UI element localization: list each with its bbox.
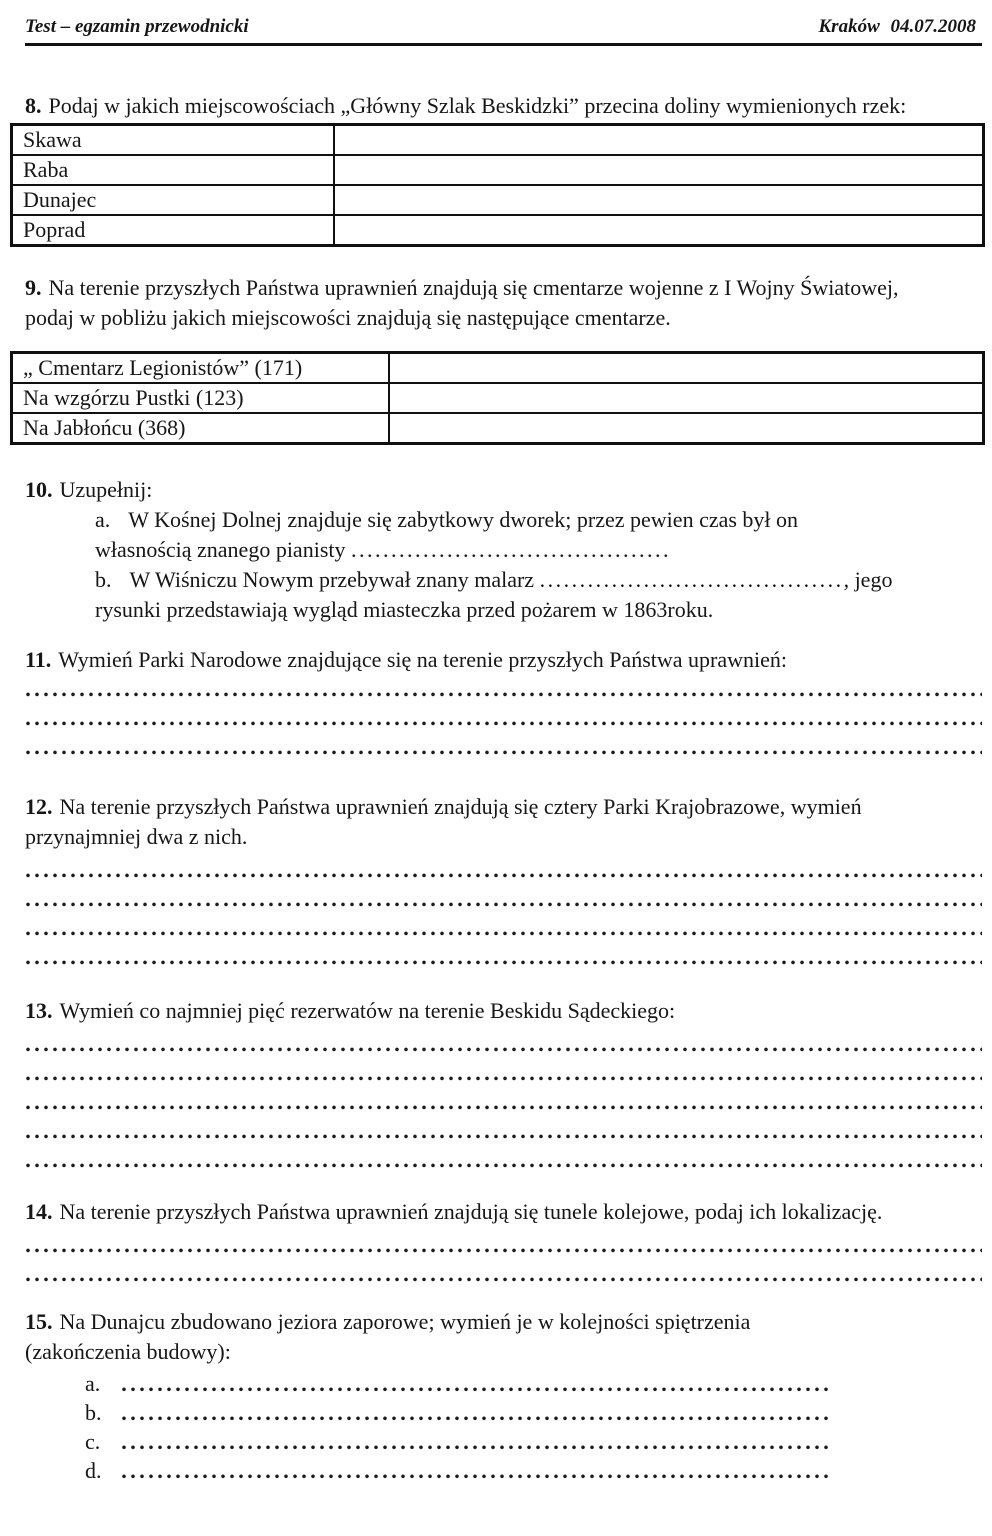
item-label: b. bbox=[85, 1400, 102, 1425]
question-10-item-b: b. W Wiśniczu Nowym przebywał znany malarz ......................................, jego rysunki przedstawiają wygląd miasteczka przed pożarem w 1863roku. bbox=[95, 567, 893, 622]
list-item bbox=[85, 1456, 982, 1485]
item-label: d. bbox=[85, 1458, 102, 1483]
list-item bbox=[85, 1427, 982, 1456]
question-12-number: 12. bbox=[25, 794, 53, 819]
dotted-answer-line bbox=[121, 1427, 833, 1456]
question-11-answer-area bbox=[25, 677, 982, 764]
question-12-text: 12. Na terenie przyszłych Państwa uprawnień znajdują się cztery Parki Krajobrazowe, wymień przynajmniej dwa z nich. bbox=[25, 794, 862, 849]
question-13-answer-area bbox=[25, 1032, 982, 1177]
answer-cell bbox=[334, 155, 984, 185]
question-14-text: 14. Na terenie przyszłych Państwa uprawnień znajdują się tunele kolejowe, podaj ich lokalizację. bbox=[25, 1199, 883, 1224]
dotted-answer-line bbox=[25, 945, 982, 974]
item-label: c. bbox=[85, 1429, 101, 1454]
table-row bbox=[12, 215, 984, 246]
question-8 bbox=[25, 91, 982, 247]
river-label-cell: Skawa bbox=[12, 125, 335, 156]
dotted-answer-line bbox=[25, 735, 982, 764]
header-title: Test – egzamin przewodnicki bbox=[25, 16, 249, 37]
question-9-number: 9. bbox=[25, 275, 42, 300]
river-label-cell: Raba bbox=[12, 155, 335, 185]
question-14-answer-area bbox=[25, 1233, 982, 1291]
question-8-table bbox=[10, 123, 985, 247]
question-9-table bbox=[10, 351, 985, 445]
table-row bbox=[12, 353, 984, 384]
table-row bbox=[12, 383, 984, 413]
question-10-text: 10. Uzupełnij: bbox=[25, 477, 153, 502]
dotted-answer-line bbox=[25, 677, 982, 706]
answer-cell bbox=[389, 413, 984, 444]
answer-cell bbox=[389, 353, 984, 384]
question-12 bbox=[25, 792, 982, 974]
dotted-answer-line bbox=[25, 1090, 982, 1119]
dotted-answer-line bbox=[121, 1398, 833, 1427]
question-13-number: 13. bbox=[25, 998, 53, 1023]
dotted-answer-line bbox=[25, 1262, 982, 1291]
question-8-text: 8. Podaj w jakich miejscowościach „Główny Szlak Beskidzki” przecina doliny wymienionych rzek: bbox=[25, 93, 907, 118]
question-11-number: 11. bbox=[25, 647, 52, 672]
dotted-answer-line bbox=[25, 916, 982, 945]
dotted-answer-line bbox=[25, 1061, 982, 1090]
dotted-answer-line bbox=[25, 706, 982, 735]
question-14 bbox=[25, 1197, 982, 1291]
item-b-label: b. bbox=[95, 567, 112, 592]
cemetery-label-cell: „ Cmentarz Legionistów” (171) bbox=[12, 353, 390, 384]
question-8-number: 8. bbox=[25, 93, 42, 118]
cemetery-label-cell: Na wzgórzu Pustki (123) bbox=[12, 383, 390, 413]
dotted-answer-line bbox=[25, 887, 982, 916]
item-a-label: a. bbox=[95, 507, 111, 532]
table-row bbox=[12, 413, 984, 444]
dotted-answer-line bbox=[25, 1233, 982, 1262]
question-15-text: 15. Na Dunajcu zbudowano jeziora zaporowe; wymień je w kolejności spiętrzenia (zakończenia budowy): bbox=[25, 1309, 751, 1364]
question-10-item-a: a. W Kośnej Dolnej znajduje się zabytkowy dworek; przez pewien czas był on własnością znanego pianisty ........................................ bbox=[95, 507, 799, 562]
question-10-number: 10. bbox=[25, 477, 53, 502]
question-9 bbox=[25, 273, 982, 445]
answer-cell bbox=[334, 125, 984, 156]
header-date: Kraków 04.07.2008 bbox=[818, 16, 976, 37]
question-15-answer-list bbox=[85, 1369, 982, 1485]
page-header bbox=[25, 0, 982, 46]
table-row bbox=[12, 155, 984, 185]
answer-cell bbox=[389, 383, 984, 413]
list-item bbox=[85, 1369, 982, 1398]
dotted-answer-line bbox=[25, 1119, 982, 1148]
question-11 bbox=[25, 645, 982, 764]
question-13 bbox=[25, 996, 982, 1177]
river-label-cell: Dunajec bbox=[12, 185, 335, 215]
list-item bbox=[85, 1398, 982, 1427]
answer-cell bbox=[334, 215, 984, 246]
question-11-text: 11. Wymień Parki Narodowe znajdujące się na terenie przyszłych Państwa uprawnień: bbox=[25, 647, 787, 672]
table-row bbox=[12, 185, 984, 215]
dotted-answer-line bbox=[25, 858, 982, 887]
dotted-answer-line bbox=[25, 1148, 982, 1177]
dotted-answer-line bbox=[121, 1456, 833, 1485]
river-label-cell: Poprad bbox=[12, 215, 335, 246]
question-15-number: 15. bbox=[25, 1309, 53, 1334]
dotted-answer-line bbox=[25, 1032, 982, 1061]
question-12-answer-area bbox=[25, 858, 982, 974]
fill-in-blank-dots: ...................................... bbox=[539, 567, 844, 592]
question-14-number: 14. bbox=[25, 1199, 53, 1224]
table-row bbox=[12, 125, 984, 156]
answer-cell bbox=[334, 185, 984, 215]
item-label: a. bbox=[85, 1371, 101, 1396]
dotted-answer-line bbox=[121, 1369, 833, 1398]
question-10 bbox=[25, 475, 982, 625]
question-9-text: 9. Na terenie przyszłych Państwa uprawnień znajdują się cmentarze wojenne z I Wojny Światowej, podaj w pobliżu jakich miejscowości znajdują się następujące cmentarze. bbox=[25, 275, 899, 330]
fill-in-blank-dots: ........................................ bbox=[351, 537, 671, 562]
cemetery-label-cell: Na Jabłońcu (368) bbox=[12, 413, 390, 444]
question-13-text: 13. Wymień co najmniej pięć rezerwatów na terenie Beskidu Sądeckiego: bbox=[25, 998, 676, 1023]
question-15 bbox=[25, 1307, 982, 1485]
